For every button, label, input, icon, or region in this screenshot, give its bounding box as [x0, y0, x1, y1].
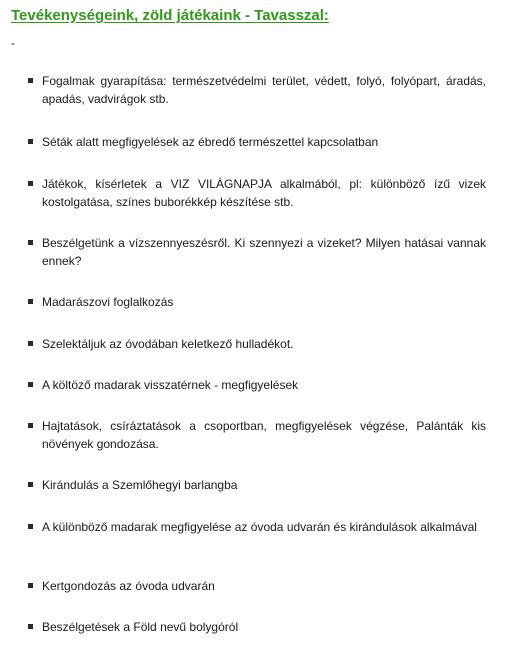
- list-item: [28, 518, 486, 536]
- list-item-text: Madarászovi foglalkozás: [42, 295, 174, 309]
- bullet-icon: [28, 299, 33, 304]
- bullet-icon: [28, 423, 33, 428]
- list-item-text: Fogalmak gyarapítása: természetvédelmi terület, védett, folyó, folyópart, áradás, apadás, vadvirágok stb.: [42, 74, 486, 106]
- list-item-text: A költöző madarak visszatérnek - megfigyelések: [42, 378, 299, 392]
- bullet-icon: [28, 524, 33, 529]
- list-item-text: Beszélgetések a Föld nevű bolygóról: [42, 620, 239, 634]
- list-item-text: Séták alatt megfigyelések az ébredő természettel kapcsolatban: [42, 135, 379, 149]
- list-item-text: Szelektáljuk az óvodában keletkező hulladékot.: [42, 337, 294, 351]
- list-item-text: A különböző madarak megfigyelése az óvoda udvarán és kirándulások alkalmával: [42, 520, 477, 534]
- bullet-icon: [28, 583, 33, 588]
- list-item-text: Játékok, kísérletek a VIZ VILÁGNAPJA alkalmából, pl: különböző ízű vizek kostolgatása, színes buborékkép készítése stb.: [42, 177, 486, 209]
- list-item: [28, 133, 486, 151]
- bullet-icon: [28, 482, 33, 487]
- list-item-text: Hajtatások, csíráztatások a csoportban, megfigyelések végzése, Palánták kis növények gondozása.: [42, 419, 486, 451]
- list-item: [28, 72, 486, 108]
- bullet-icon: [28, 624, 33, 629]
- list-item: [28, 175, 486, 211]
- bullet-icon: [28, 139, 33, 144]
- list-item: [28, 618, 486, 636]
- dash-separator: -: [11, 36, 15, 50]
- bullet-icon: [28, 382, 33, 387]
- list-item: [28, 234, 486, 270]
- list-item: [28, 293, 486, 311]
- bullet-icon: [28, 181, 33, 186]
- bullet-icon: [28, 78, 33, 83]
- bullet-icon: [28, 341, 33, 346]
- list-item: [28, 476, 486, 494]
- bullet-icon: [28, 240, 33, 245]
- list-item: [28, 376, 486, 394]
- list-item: [28, 335, 486, 353]
- list-item-text: Beszélgetünk a vízszennyeszésről. Ki szennyezi a vizeket? Milyen hatásai vannak ennek?: [42, 236, 486, 268]
- list-item-text: Kirándulás a Szemlőhegyi barlangba: [42, 478, 238, 492]
- list-item-text: Kertgondozás az óvoda udvarán: [42, 579, 215, 593]
- page-heading: Tevékenységeink, zöld játékaink - Tavasszal:: [11, 7, 329, 24]
- list-item: [28, 577, 486, 595]
- list-item: [28, 417, 486, 453]
